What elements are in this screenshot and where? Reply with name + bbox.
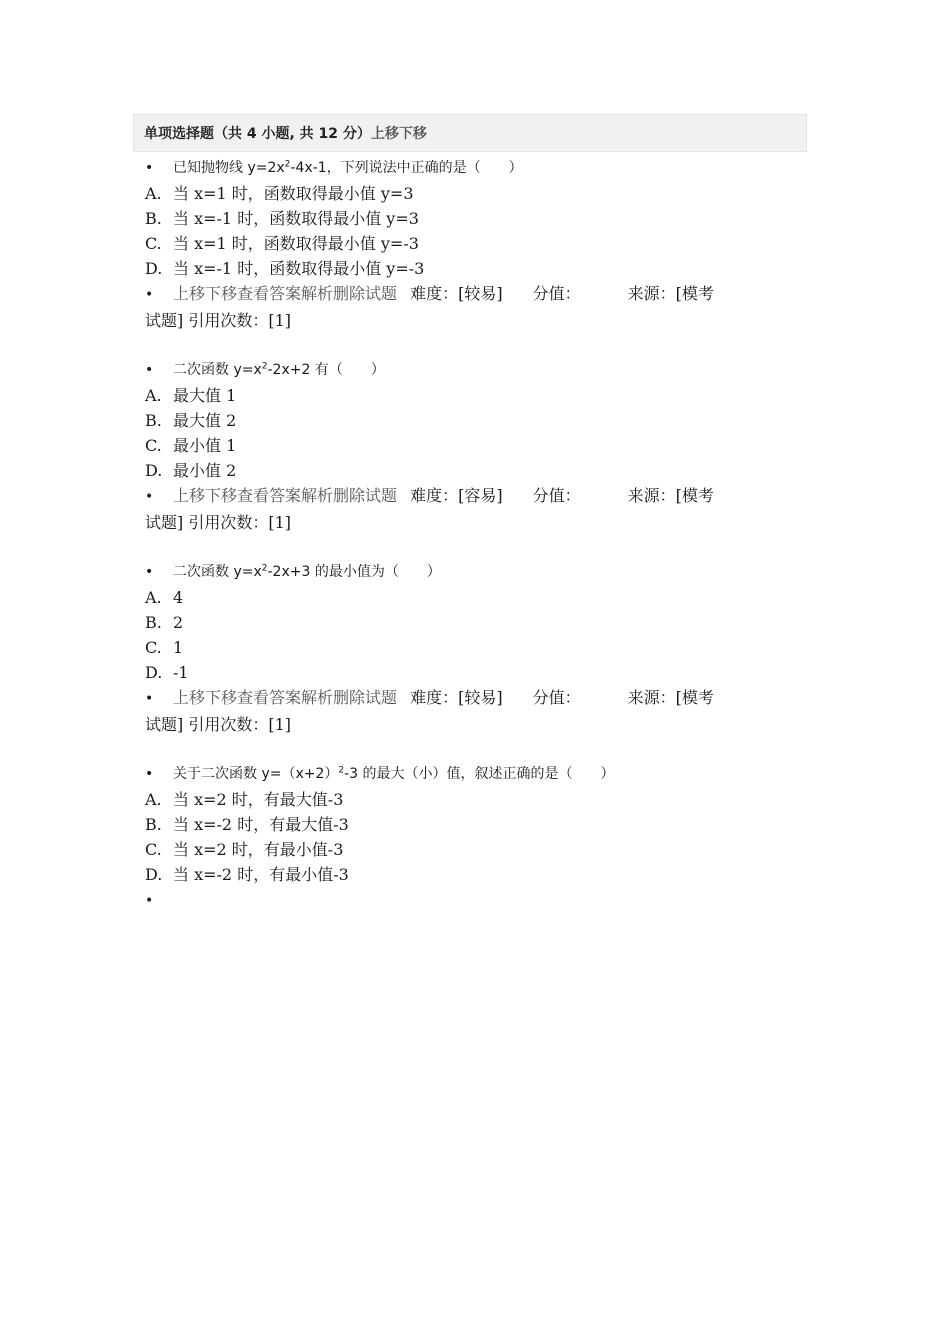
- source: 来源：[模考: [627, 486, 714, 505]
- question-actions[interactable]: 上移下移查看答案解析删除试题: [173, 688, 398, 707]
- source-cont: 试题] 引用次数：[1]: [145, 715, 291, 734]
- question-4: [145, 762, 807, 912]
- difficulty: 难度：[较易]: [410, 284, 503, 303]
- question-stem: • 二次函数 $y=x^2-2x+2$ 有（ ）: [145, 358, 807, 383]
- option-b[interactable]: B. 当 x=-2 时，有最大值-3: [145, 815, 349, 834]
- bullet-icon: •: [145, 160, 154, 176]
- option-d[interactable]: D. -1: [145, 663, 189, 682]
- question-3: [145, 560, 807, 762]
- score: 分值：: [532, 486, 581, 505]
- score: 分值：: [532, 688, 581, 707]
- option-c[interactable]: C. 1: [145, 638, 184, 657]
- option-c[interactable]: C. 当 x=1 时，函数取得最小值 y=-3: [145, 234, 419, 253]
- question-list: [145, 156, 807, 912]
- question-meta: [145, 483, 807, 535]
- source-cont: 试题] 引用次数：[1]: [145, 311, 291, 330]
- option-b[interactable]: B. 最大值 2: [145, 411, 237, 430]
- question-1: [145, 156, 807, 358]
- bullet-icon: •: [145, 691, 154, 707]
- trailing-bullet: [145, 887, 807, 912]
- option-c[interactable]: C. 当 x=2 时，有最小值-3: [145, 840, 344, 859]
- option-a[interactable]: A. 当 x=1 时，函数取得最小值 y=3: [145, 184, 414, 203]
- question-meta: [145, 281, 807, 333]
- bullet-icon: •: [145, 766, 154, 782]
- option-a[interactable]: A. 当 x=2 时，有最大值-3: [145, 790, 344, 809]
- source: 来源：[模考: [627, 284, 714, 303]
- option-a[interactable]: A. 最大值 1: [145, 386, 237, 405]
- question-2: [145, 358, 807, 560]
- section-move-links[interactable]: 上移下移: [370, 126, 427, 142]
- difficulty: 难度：[容易]: [410, 486, 503, 505]
- option-d[interactable]: D. 当 x=-2 时，有最小值-3: [145, 865, 349, 884]
- difficulty: 难度：[较易]: [410, 688, 503, 707]
- question-meta: [145, 685, 807, 737]
- option-b[interactable]: B. 当 x=-1 时，函数取得最小值 y=3: [145, 209, 419, 228]
- question-stem: • 二次函数 $y=x^2-2x+3$ 的最小值为（ ）: [145, 560, 807, 585]
- section-title: 单项选择题（共 4 小题, 共 12 分）: [144, 126, 371, 142]
- source-cont: 试题] 引用次数：[1]: [145, 513, 291, 532]
- bullet-icon: •: [145, 489, 154, 505]
- option-c[interactable]: C. 最小值 1: [145, 436, 237, 455]
- option-d[interactable]: D. 当 x=-1 时，函数取得最小值 y=-3: [145, 259, 425, 278]
- option-d[interactable]: D. 最小值 2: [145, 461, 237, 480]
- question-actions[interactable]: 上移下移查看答案解析删除试题: [173, 284, 398, 303]
- question-stem: • 已知抛物线 $y=2x^2-4x-1$，下列说法中正确的是（ ）: [145, 156, 807, 181]
- score: 分值：: [532, 284, 581, 303]
- option-a[interactable]: A. 4: [145, 588, 184, 607]
- section-header: [133, 114, 807, 152]
- option-b[interactable]: B. 2: [145, 613, 184, 632]
- question-actions[interactable]: 上移下移查看答案解析删除试题: [173, 486, 398, 505]
- source: 来源：[模考: [627, 688, 714, 707]
- bullet-icon: •: [145, 564, 154, 580]
- bullet-icon: •: [145, 362, 154, 378]
- bullet-icon: •: [145, 287, 154, 303]
- bullet-icon: •: [145, 893, 154, 909]
- question-stem: • 关于二次函数 $y=(x+2)^2-3$ 的最大（小）值，叙述正确的是（ ）: [145, 762, 807, 787]
